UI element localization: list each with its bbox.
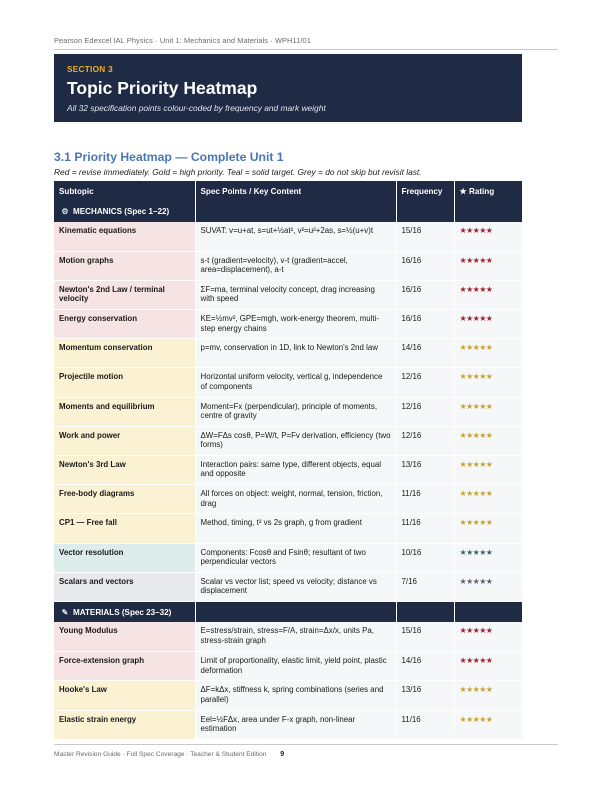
star-rating-icon: ★★★★★ (459, 576, 493, 586)
rating-cell (454, 681, 522, 710)
table-row (54, 622, 522, 651)
rating-cell (454, 710, 522, 739)
content-cell: ΔF=kΔx, stiffness k, spring combinations (series and parallel) (195, 681, 396, 710)
subtopic-cell: Work and power (54, 426, 195, 455)
subtopic-cell: Hooke's Law (54, 681, 195, 710)
subtopic-cell: Newton's 2nd Law / terminal velocity (54, 280, 195, 309)
footer-text: Master Revision Guide · Full Spec Coverage · Teacher & Student Edition (54, 751, 267, 758)
content-cell: Moment=Fx (perpendicular), principle of moments, centre of gravity (195, 397, 396, 426)
subtopic-cell: Projectile motion (54, 368, 195, 397)
rating-cell (454, 622, 522, 651)
group-filler-cell (195, 201, 396, 222)
rating-cell (454, 543, 522, 572)
table-row (54, 485, 522, 514)
subtopic-cell: Scalars and vectors (54, 572, 195, 601)
rating-cell (454, 652, 522, 681)
rating-cell (454, 514, 522, 543)
column-header-rating: ★ Rating (454, 181, 522, 201)
table-row (54, 681, 522, 710)
frequency-cell: 7/16 (396, 572, 454, 601)
page-title: Topic Priority Heatmap (67, 78, 258, 98)
rating-cell (454, 456, 522, 485)
gear-icon: ⚙ (61, 207, 69, 216)
content-cell: Horizontal uniform velocity, vertical g, independence of components (195, 368, 396, 397)
table-row (54, 426, 522, 455)
star-rating-icon: ★★★★★ (459, 685, 493, 695)
subtopic-cell: Momentum conservation (54, 339, 195, 368)
priority-legend: Red = revise immediately. Gold = high priority. Teal = solid target. Grey = do not skip but revisit last. (54, 167, 422, 177)
group-filler-cell (396, 601, 454, 622)
content-cell: Interaction pairs: same type, different objects, equal and opposite (195, 456, 396, 485)
footer-rule (54, 744, 558, 745)
table-row (54, 514, 522, 543)
frequency-cell: 11/16 (396, 710, 454, 739)
table-row (54, 280, 522, 309)
star-rating-icon: ★★★★★ (459, 372, 493, 382)
star-rating-icon: ★★★★★ (459, 460, 493, 469)
content-cell: SUVAT: v=u+at, s=ut+½at², v²=u²+2as, s=½(u+v)t (195, 222, 396, 251)
frequency-cell: 14/16 (396, 652, 454, 681)
table-body (54, 201, 522, 739)
rating-cell (454, 339, 522, 368)
subtopic-cell: Force-extension graph (54, 652, 195, 681)
star-rating-icon: ★★★★★ (459, 401, 493, 411)
page-footer (54, 751, 284, 758)
content-cell: Scalar vs vector list; speed vs velocity; distance vs displacement (195, 572, 396, 601)
group-filler-cell (454, 201, 522, 222)
content-cell: Limit of proportionality, elastic limit, yield point, plastic deformation (195, 652, 396, 681)
content-cell: Components: Fcosθ and Fsinθ; resultant of two perpendicular vectors (195, 543, 396, 572)
group-row (54, 601, 522, 622)
subtopic-cell: Kinematic equations (54, 222, 195, 251)
frequency-cell: 16/16 (396, 251, 454, 280)
rating-cell (454, 251, 522, 280)
frequency-cell: 12/16 (396, 397, 454, 426)
star-rating-icon: ★★★★★ (459, 314, 493, 324)
group-label-cell (54, 601, 195, 622)
table-row (54, 397, 522, 426)
frequency-cell: 10/16 (396, 543, 454, 572)
group-label-cell (54, 201, 195, 222)
column-header-content: Spec Points / Key Content (195, 181, 396, 201)
star-rating-icon: ★★★★★ (459, 626, 493, 636)
subtopic-cell: Moments and equilibrium (54, 397, 195, 426)
table-row (54, 251, 522, 280)
subtopic-cell: Vector resolution (54, 543, 195, 572)
frequency-cell: 12/16 (396, 368, 454, 397)
table-row (54, 543, 522, 572)
section-heading: 3.1 Priority Heatmap — Complete Unit 1 (54, 150, 284, 164)
star-rating-icon: ★★★★★ (459, 518, 493, 528)
group-row (54, 201, 522, 222)
frequency-cell: 14/16 (396, 339, 454, 368)
frequency-cell: 15/16 (396, 222, 454, 251)
star-rating-icon: ★★★★★ (459, 656, 493, 666)
priority-heatmap-table (54, 181, 523, 740)
table-row (54, 710, 522, 739)
table-row (54, 652, 522, 681)
page-subtitle: All 32 specification points colour-coded by frequency and mark weight (67, 103, 326, 113)
table-row (54, 222, 522, 251)
content-cell: E=stress/strain, stress=F/A, strain=Δx/x, units Pa, stress-strain graph (195, 622, 396, 651)
subtopic-cell: CP1 — Free fall (54, 514, 195, 543)
table-header-row (54, 181, 522, 201)
content-cell: ΔW=FΔs cosθ, P=W/t, P=Fv derivation, efficiency (two forms) (195, 426, 396, 455)
content-cell: Method, timing, t² vs 2s graph, g from gradient (195, 514, 396, 543)
star-rating-icon: ★★★★★ (459, 547, 493, 557)
group-filler-cell (454, 601, 522, 622)
frequency-cell: 15/16 (396, 622, 454, 651)
running-header: Pearson Edexcel IAL Physics · Unit 1: Mechanics and Materials · WPH11/01 (54, 36, 558, 50)
frequency-cell: 13/16 (396, 456, 454, 485)
column-header-subtopic: Subtopic (54, 181, 195, 201)
star-rating-icon: ★★★★★ (459, 284, 493, 294)
star-rating-icon: ★★★★★ (459, 714, 493, 724)
content-cell: Eel=½FΔx, area under F-x graph, non-linear estimation (195, 710, 396, 739)
subtopic-cell: Newton's 3rd Law (54, 456, 195, 485)
table-row (54, 456, 522, 485)
rating-cell (454, 368, 522, 397)
frequency-cell: 11/16 (396, 514, 454, 543)
star-rating-icon: ★★★★★ (459, 430, 493, 440)
section-kicker: SECTION 3 (67, 65, 113, 74)
subtopic-cell: Elastic strain energy (54, 710, 195, 739)
wrench-icon: ✎ (61, 607, 69, 617)
rating-cell (454, 572, 522, 601)
star-rating-icon: ★★★★★ (459, 226, 493, 235)
content-cell: ΣF=ma, terminal velocity concept, drag increasing with speed (195, 280, 396, 309)
frequency-cell: 11/16 (396, 485, 454, 514)
column-header-frequency: Frequency (396, 181, 454, 201)
table-row (54, 310, 522, 339)
content-cell: KE=½mv², GPE=mgh, work-energy theorem, multi-step energy chains (195, 310, 396, 339)
table-row (54, 368, 522, 397)
page-number: 9 (280, 751, 285, 758)
content-cell: All forces on object: weight, normal, tension, friction, drag (195, 485, 396, 514)
star-rating-icon: ★★★★★ (459, 489, 493, 499)
frequency-cell: 16/16 (396, 310, 454, 339)
star-rating-icon: ★★★★★ (459, 255, 493, 265)
group-filler-cell (195, 601, 396, 622)
table-row (54, 339, 522, 368)
subtopic-cell: Motion graphs (54, 251, 195, 280)
content-cell: p=mv, conservation in 1D, link to Newton's 2nd law (195, 339, 396, 368)
subtopic-cell: Free-body diagrams (54, 485, 195, 514)
section-banner (54, 54, 522, 122)
content-cell: s-t (gradient=velocity), v-t (gradient=accel, area=displacement), a-t (195, 251, 396, 280)
frequency-cell: 12/16 (396, 426, 454, 455)
table-row (54, 572, 522, 601)
rating-cell (454, 280, 522, 309)
group-filler-cell (396, 201, 454, 222)
star-rating-icon: ★★★★★ (459, 343, 493, 353)
rating-cell (454, 397, 522, 426)
subtopic-cell: Energy conservation (54, 310, 195, 339)
group-label: MECHANICS (Spec 1–22) (73, 207, 170, 216)
rating-cell (454, 485, 522, 514)
subtopic-cell: Young Modulus (54, 622, 195, 651)
rating-cell (454, 310, 522, 339)
frequency-cell: 13/16 (396, 681, 454, 710)
group-label: MATERIALS (Spec 23–32) (73, 607, 172, 617)
frequency-cell: 16/16 (396, 280, 454, 309)
rating-cell (454, 426, 522, 455)
rating-cell (454, 222, 522, 251)
